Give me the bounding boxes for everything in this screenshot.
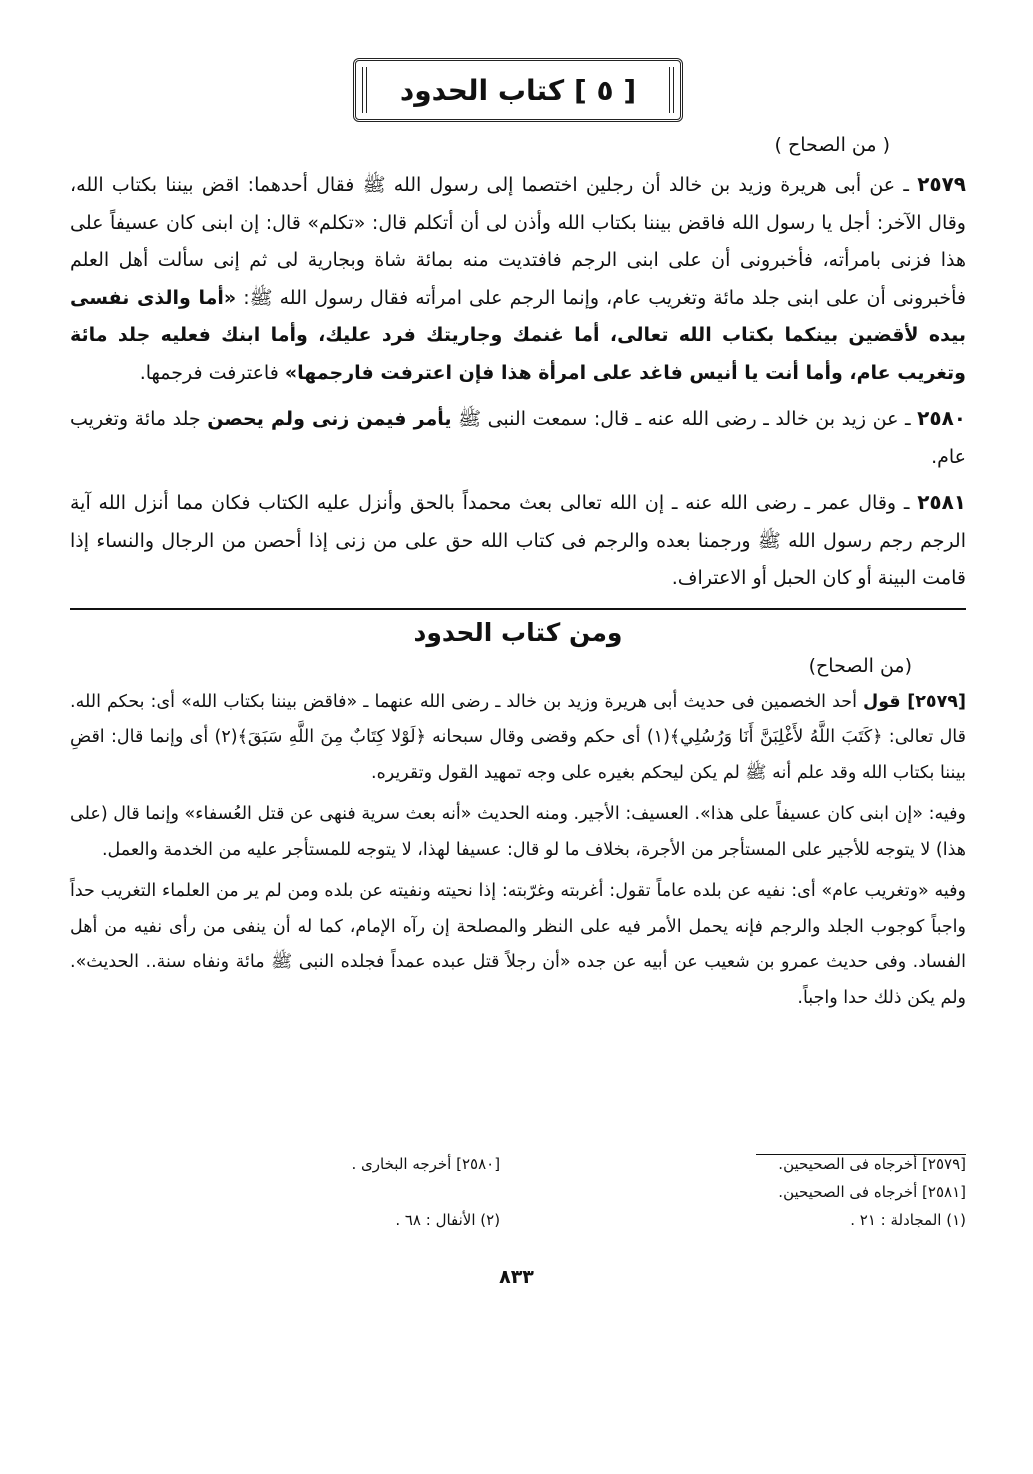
hadith-bullet: ـ [895,174,909,196]
hadith-2580 [70,400,966,476]
hadith-text: عن أبى هريرة وزيد بن خالد أن رجلين اختصما إلى رسول الله ﷺ فقال أحدهما: اقض بيننا بكتاب الله، وقال الآخر: أجل يا رسول الله فاقض بيننا بكتاب الله وأذن لى أن أتكلم قال: «تكلم» قال: إن ابنى كان عسيفاً على هذا فزنى بامرأته، فأخبرونى أن على ابنى الرجم فافتديت منه بمائة شاة وبجارية لى ثم إنى سألت أهل العلم فأخبرونى أن على ابنى جلد مائة وتغريب عام، وإنما الرجم على امرأته فقال رسول الله ﷺ: [70,174,966,309]
footnote-1: (١) المجادلة : ٢١ . [850,1211,966,1229]
chapter-title: [ ٥ ] كتاب الحدود [399,73,637,107]
section-divider [70,608,966,610]
commentary-text: وفيه: «إن ابنى كان عسيفاً على هذا». العسيف: الأجير. ومنه الحديث «أنه بعث سرية فنهى عن قتل العُسفاء» وإنما قال (على هذا) لا يتوجه للأجير على المستأجر من الأجرة، بخلاف ما لو قال: عسيفا لهذا، لا يتوجه للمستأجر عليه من الخدمة والعمل. [70,804,966,860]
hadith-bullet: ـ [898,408,911,430]
footnote-2581: [٢٥٨١] أخرجاه فى الصحيحين. [778,1183,966,1201]
hadith-number: ٢٥٨١ [917,490,967,514]
commentary-title: ومن كتاب الحدود [413,617,623,647]
commentary-text: أحد الخصمين فى حديث أبى هريرة وزيد بن خالد ـ رضى الله عنهما ـ «فاقض بيننا بكتاب الله» أى: بحكم الله. قال تعالى: ﴿كَتَبَ اللَّهُ لأَغْلِبَنَّ أَنَا وَرُسُلِي﴾(١) أى حكم وقضى وقال سبحانه ﴿لَوْلا كِتَابٌ مِنَ اللَّهِ سَبَقَ﴾(٢) أى وإنما قال: اقضِ بيننا بكتاب الله وقد علم أنه ﷺ لم يكن ليحكم بغيره على وجه تمهيد القول وتقريره. [70,691,967,783]
hadith-quote: «أما والذى نفسى بيده لأقضين بينكما بكتاب الله تعالى، أما غنمك وجاريتك فرد عليك، وأما ابنك فعليه جلد مائة وتغريب عام، وأما أنت يا أنيس فاغد على امرأة هذا فإن اعترفت فارجمها» [70,286,966,384]
commentary-text: وفيه «وتغريب عام» أى: نفيه عن بلده عاماً تقول: أغربته وغرّبته: إذا نحيته ونفيته عن بلده ومن لم ير من العلماء التغريب حداً واجباً كوجوب الجلد والرجم فإنه يحمل الأمر فيه على النظر والمصلحة إن رآه الإمام، كما له أن ينفى من رأى نفيه من أهل الفساد. وفى حديث عمرو بن شعيب عن أبيه عن جده «أن رجلاً قتل عبده عمداً فجلده النبى ﷺ مائة ونفاه سنة.. الحديث». ولم يكن ذلك حدا واجباً. [70,881,966,1008]
footnote-row [70,1183,966,1211]
footnote-2579: [٢٥٧٩] أخرجاه فى الصحيحين. [778,1155,966,1173]
commentary-source: (من الصحاح) [808,654,912,677]
footnote-2580: [٢٥٨٠] أخرجه البخارى . [351,1155,501,1173]
footnote-row [70,1155,966,1183]
section-source: ( من الصحاح ) [774,134,890,156]
page-body [70,58,966,1022]
footnote-2: (٢) الأنفال : ٦٨ . [395,1211,501,1229]
hadith-text-end: فاعترفت فرجمها. [139,361,279,384]
chapter-title-frame [353,58,683,122]
commentary-paragraph [70,685,966,792]
commentary-paragraph [70,874,966,1016]
commentary-ref: [٢٥٧٩] قول [863,691,966,712]
footnotes [70,1154,966,1239]
title-frame-wrap [70,58,966,122]
page-number: ٨٣٣ [499,1266,534,1288]
hadith-2581 [70,484,966,598]
hadith-text: وقال عمر ـ رضى الله عنه ـ إن الله تعالى بعث محمداً بالحق وأنزل عليه الكتاب فكان مما أنزل الله آية الرجم رجم رسول الله ﷺ ورجمنا بعده والرجم فى كتاب الله حق على من زنى إذا أحصن من الرجال والنساء إذا قامت البينة أو كان الحبل أو الاعتراف. [70,492,966,589]
hadith-2579 [70,166,966,392]
hadith-number: ٢٥٧٩ [917,172,967,196]
hadith-bullet: ـ [896,492,910,514]
hadith-quote: يأمر فيمن زنى ولم يحصن [207,408,452,430]
hadith-text: عن زيد بن خالد ـ رضى الله عنه ـ قال: سمعت النبى ﷺ [451,408,899,430]
hadith-number: ٢٥٨٠ [917,406,966,430]
hadith-text-end: جلد مائة وتغريب عام. [70,408,966,468]
footnote-row [70,1211,966,1239]
commentary-paragraph [70,797,966,868]
